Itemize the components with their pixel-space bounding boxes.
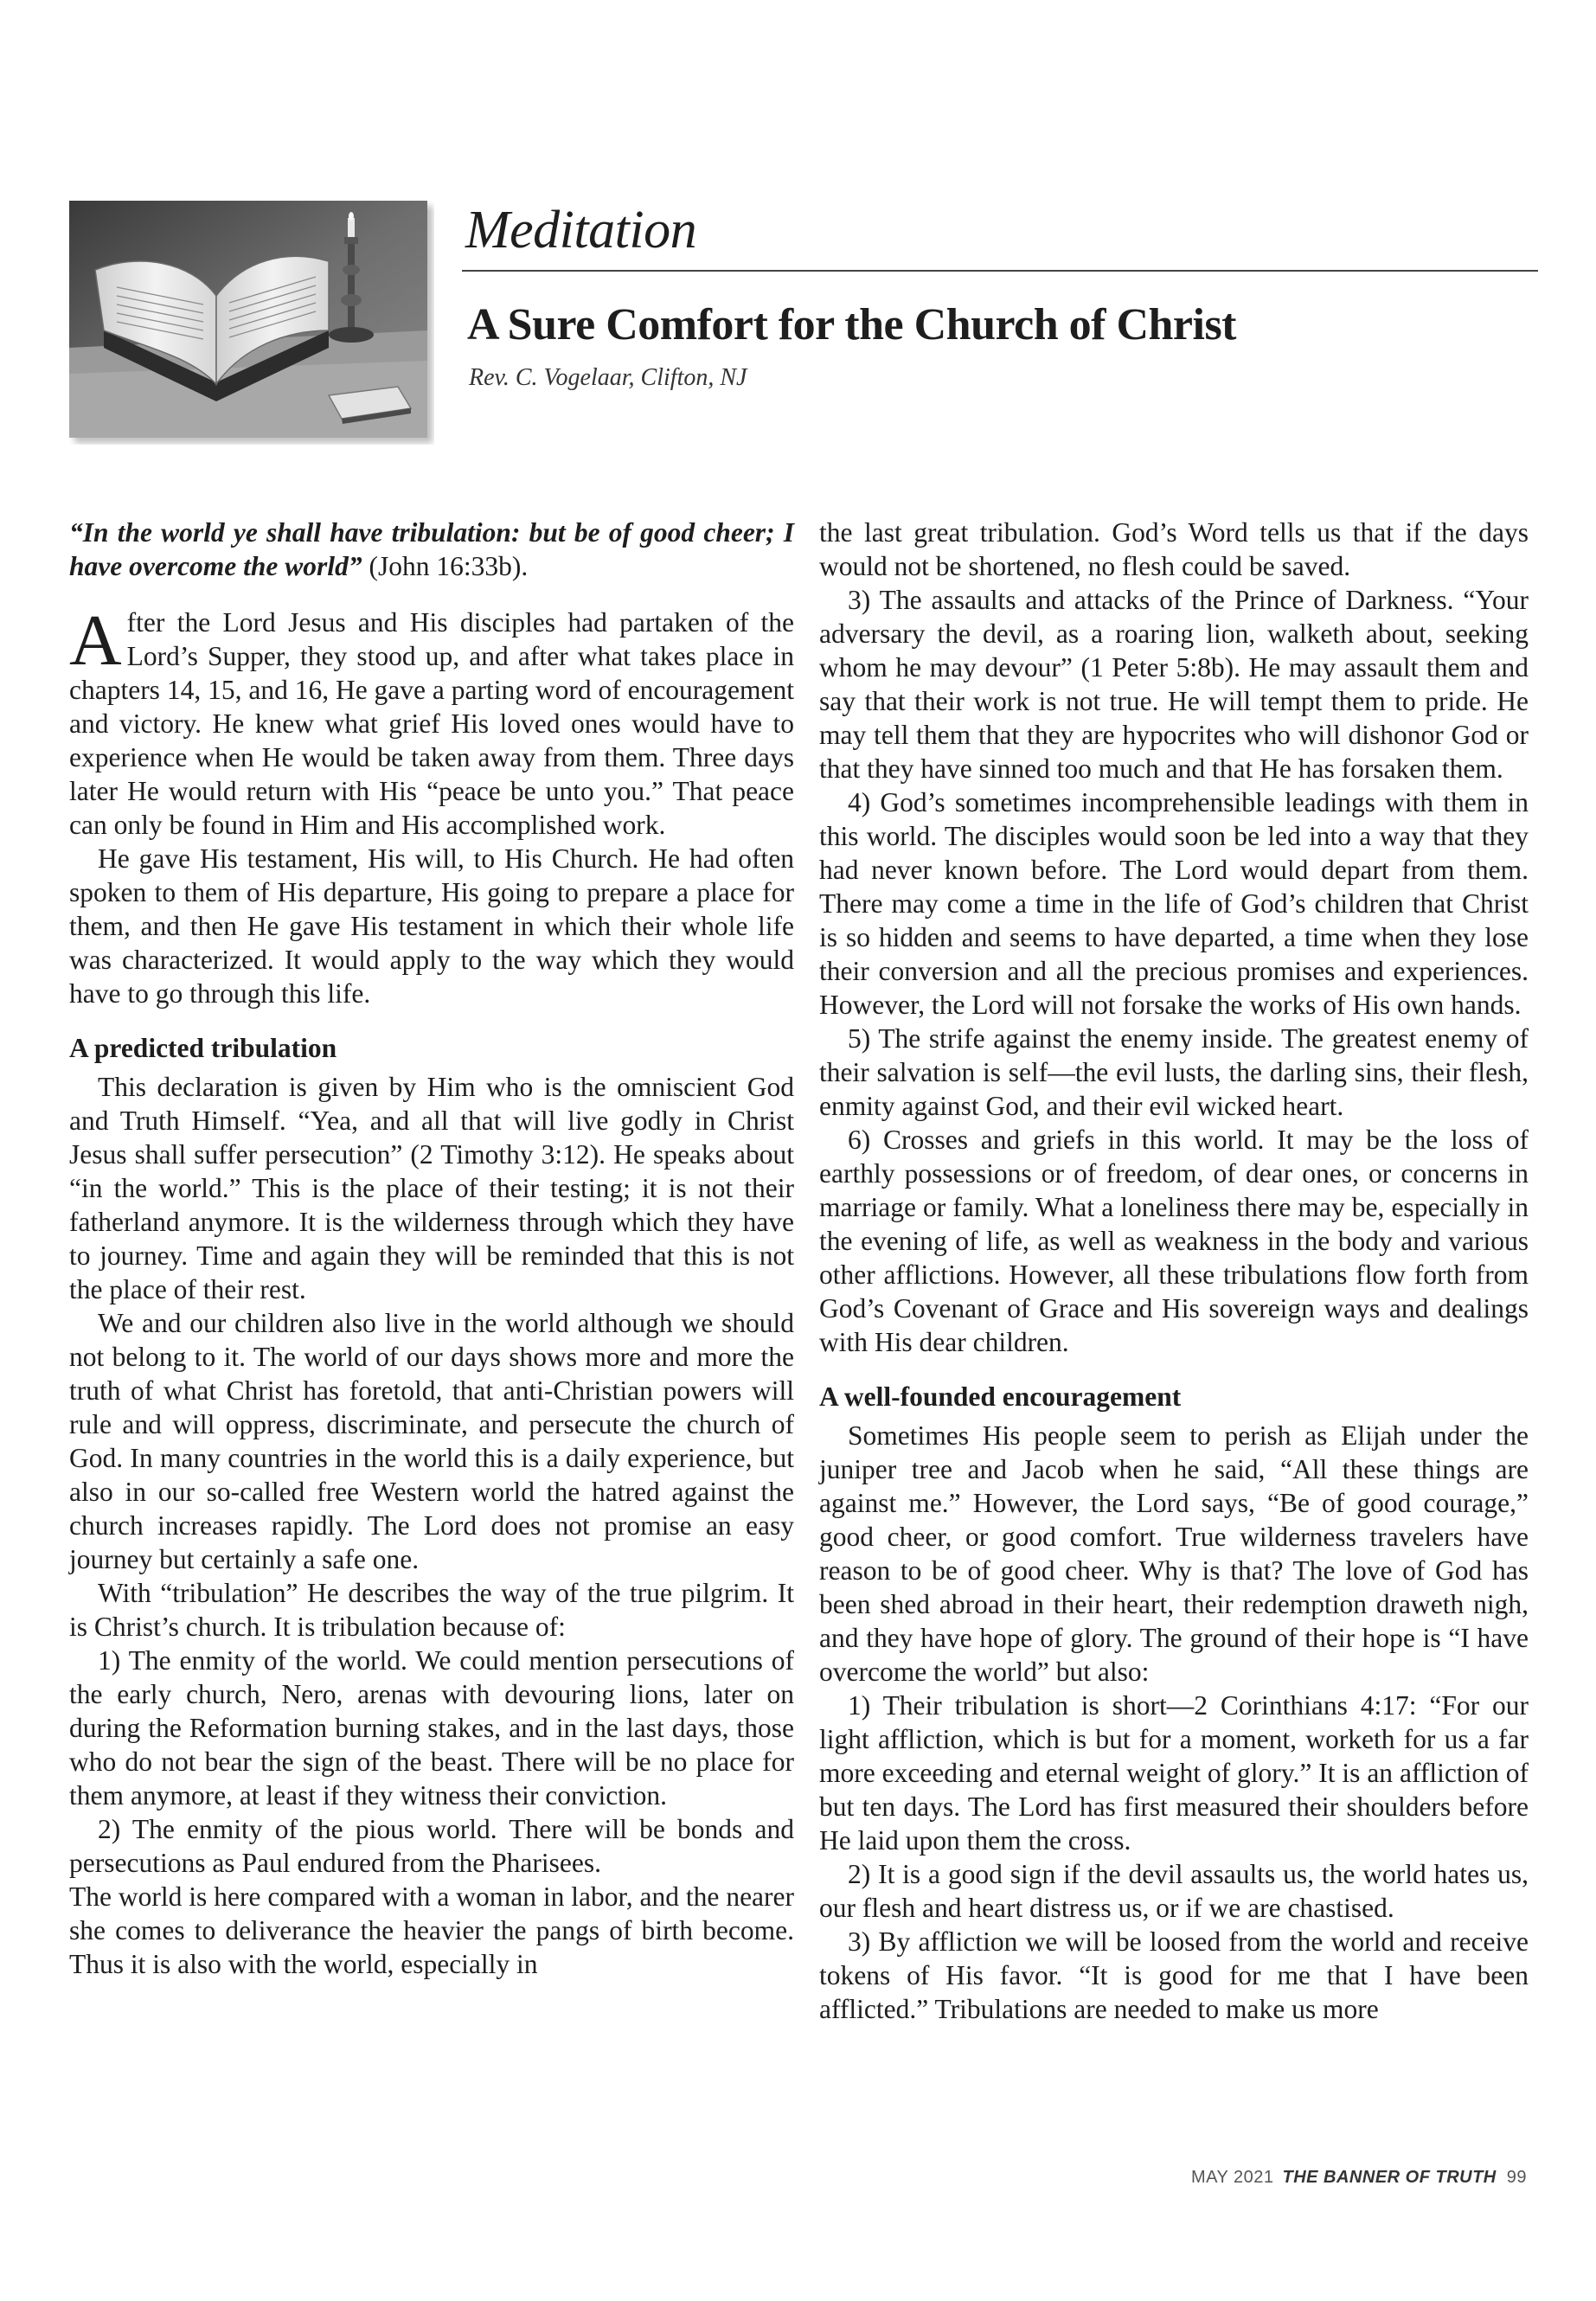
paragraph: 3) By affliction we will be loosed from the world and receive tokens of His favor. “It is good for me that I have been afflicted.” Tribulations are needed to make us more [819,1926,1529,2024]
paragraph: With “tribulation” He describes the way of the true pilgrim. It is Christ’s church. It is tribulation because of: [69,1578,794,1642]
section-label: Meditation [465,201,697,260]
paragraph: the last great tribulation. God’s Word tells us that if the days would not be shortened, no flesh could be saved. [819,517,1529,581]
article-byline: Rev. C. Vogelaar, Clifton, NJ [469,364,747,391]
left-column [69,516,794,1981]
epigraph-reference: (John 16:33b). [362,551,529,581]
paragraph: He gave His testament, His will, to His Church. He had often spoken to them of His departure, His going to prepare a place for them, and then He gave His testament in which their whole life was characterized. It would apply to the way which they would have to go through this life. [69,843,794,1009]
open-bible-candle-illustration [69,201,434,445]
epigraph-quote: “In the world ye shall have tribulation: but be of good cheer; I have overcome the world” [69,517,794,581]
paragraph-text: fter the Lord Jesus and His disciples had partaken of the Lord’s Supper, they stood up, and after what takes place in chapters 14, 15, and 16, He gave a parting word of encouragement and victory. He knew what grief His loved ones would have to experience when He would be taken away from them. Three days later He would return with His “peace be unto you.” That peace can only be found in Him and His accomplished work. [69,607,794,840]
section-heading: A predicted tribulation [69,1033,337,1063]
paragraph: 6) Crosses and griefs in this world. It may be the loss of earthly possessions or of freedom, of dear ones, or concerns in marriage or family. What a loneliness there may be, especially in the evening of life, as well as weakness in the body and various other afflictions. However, all these tribulations flow forth from God’s Covenant of Grace and His sovereign ways and dealings with His dear children. [819,1125,1529,1357]
page-footer [1191,2168,1527,2188]
paragraph: 1) The enmity of the world. We could mention persecutions of the early church, Nero, arenas with devouring lions, later on during the Reformation burning stakes, and in the last days, those who do not bear the sign of the beast. There will be no place for them anymore, at least if they witness their conviction. [69,1645,794,1811]
paragraph: We and our children also live in the world although we should not belong to it. The world of our days shows more and more the truth of what Christ has foretold, that anti-Christian powers will rule and will oppress, discriminate, and persecute the church of God. In many countries in the world this is a daily experience, but also in our so-called free Western world the hatred against the church increases rapidly. The Lord does not promise an easy journey but certainly a safe one. [69,1308,794,1574]
paragraph: 3) The assaults and attacks of the Prince of Darkness. “Your adversary the devil, as a roaring lion, walketh about, seeking whom he may devour” (1 Peter 5:8b). He may assault them and say that their work is not true. He will tempt them to pride. He may tell them that they are hypocrites who will dishonor God or that they have sinned too much and that He has forsaken them. [819,585,1529,784]
paragraph: This declaration is given by Him who is the omniscient God and Truth Himself. “Yea, and all that will live godly in Christ Jesus shall suffer persecution” (2 Timothy 3:12). He speaks about “in the world.” This is the place of their testing; it is not their fatherland anymore. It is the wilderness through which they have to journey. Time and again they will be reminded that this is not the place of their rest. [69,1072,794,1304]
header-divider [462,270,1538,272]
drop-cap: A [69,600,122,681]
section-heading: A well-founded encouragement [819,1381,1182,1412]
paragraph [69,600,794,842]
paragraph: The world is here compared with a woman in labor, and the nearer she comes to deliverance the heavier the pangs of birth become. Thus it is also with the world, especially in [69,1881,794,1979]
paragraph: 2) The enmity of the pious world. There will be bonds and persecutions as Paul endured from the Pharisees. [69,1814,794,1878]
issue-date: MAY 2021 [1190,2168,1274,2187]
right-column [819,516,1529,2026]
paragraph: Sometimes His people seem to perish as Elijah under the juniper tree and Jacob when he said, “All these things are against me.” However, the Lord says, “Be of good courage,” good cheer, or good comfort. True wilderness travelers have reason to be of good cheer. Why is that? The love of God has been shed abroad in their heart, their redemption draweth nigh, and they have hope of glory. The ground of their hope is “I have overcome the world” but also: [819,1420,1529,1687]
epigraph [69,516,794,583]
article-title: A Sure Comfort for the Church of Christ [467,300,1237,349]
page-number: 99 [1506,2168,1527,2187]
paragraph: 5) The strife against the enemy inside. The greatest enemy of their salvation is self—the evil lusts, the darling sins, their flesh, enmity against God, and their evil wicked heart. [819,1023,1529,1121]
paragraph: 4) God’s sometimes incomprehensible leadings with them in this world. The disciples would soon be led into a way that they had never known before. The Lord would depart from them. There may come a time in the life of God’s children that Christ is so hidden and seems to have departed, a time when they lose their conversion and all the precious promises and experiences. However, the Lord will not forsake the works of His own hands. [819,787,1529,1020]
publication-name: THE BANNER OF TRUTH [1282,2168,1497,2187]
paragraph: 2) It is a good sign if the devil assaults us, the world hates us, our flesh and heart distress us, or if we are chastised. [819,1859,1529,1923]
paragraph: 1) Their tribulation is short—2 Corinthians 4:17: “For our light affliction, which is but for a moment, worketh for us a far more exceeding and eternal weight of glory.” It is an affliction of but ten days. The Lord has first measured their shoulders before He laid upon them the cross. [819,1690,1529,1856]
